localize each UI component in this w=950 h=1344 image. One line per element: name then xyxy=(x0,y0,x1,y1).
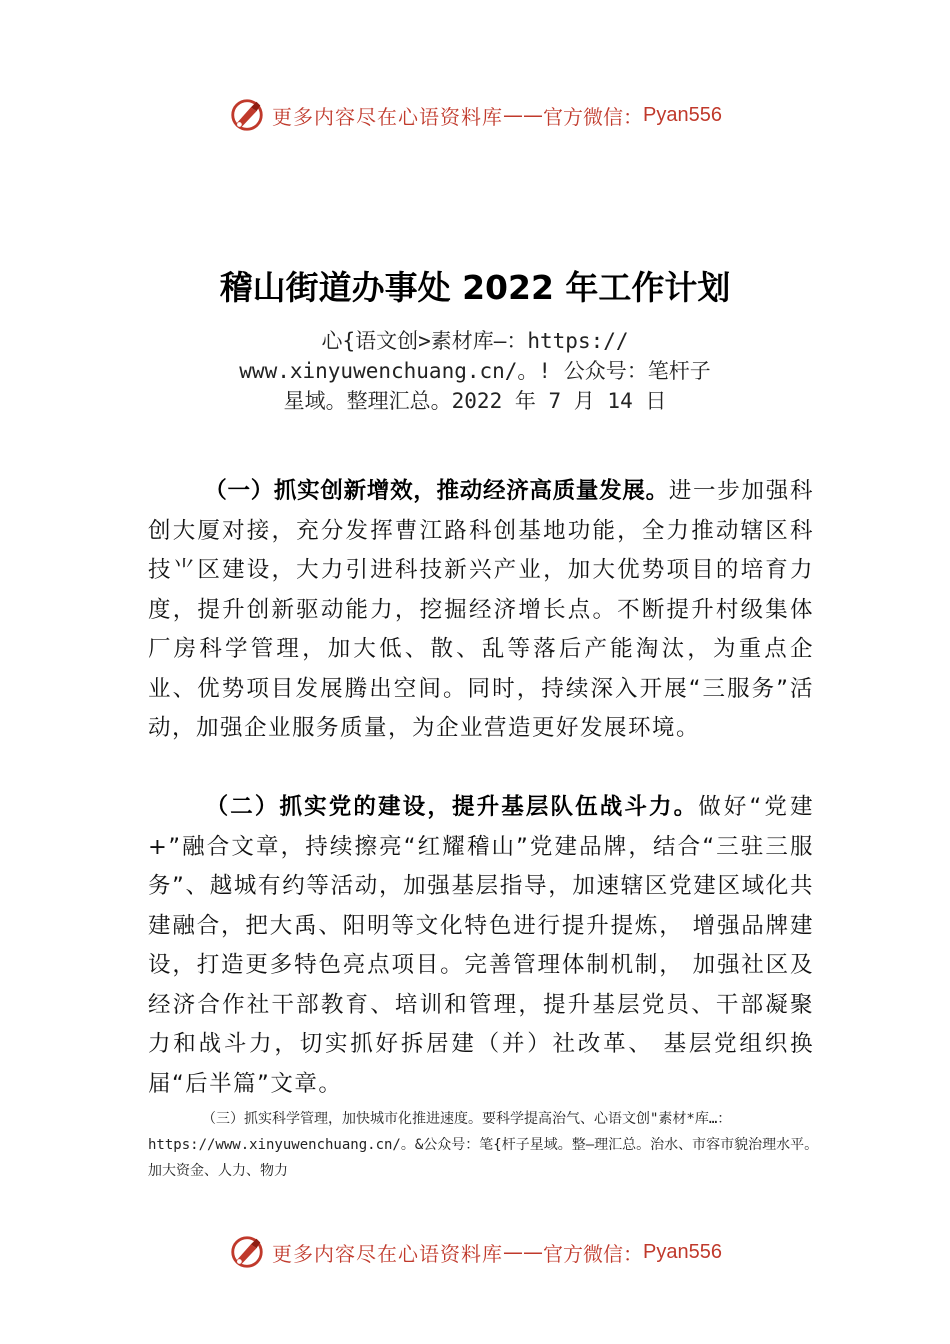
watermark-text: 更多内容尽在心语资料库 xyxy=(272,1241,503,1266)
small-paragraph-text: （三）抓实科学管理，加快城市化推进速度。要科学提高治气、心语文创"素材*库…：https://www.xinyuwenchuang.cn/。&公众号：笔{杆子星域。整—理汇总。治水、市容市貌治理水平。加大资金、人力、物力 xyxy=(148,1111,819,1179)
watermark-wechat-id: Pyan556 xyxy=(643,1240,722,1263)
source-line: www.xinyuwenchuang.cn/。! 公众号：笔杆子 xyxy=(239,359,711,383)
pen-nib-circle-icon xyxy=(228,1233,266,1271)
header-watermark xyxy=(228,95,722,135)
document-title: 稽山街道办事处 2022 年工作计划 xyxy=(219,268,731,307)
watermark-dash: —— xyxy=(503,103,543,127)
section-paragraph xyxy=(148,472,814,749)
watermark-wechat-label: 官方微信： xyxy=(543,104,643,129)
watermark-wechat-label: 官方微信： xyxy=(543,1241,643,1266)
section-heading: （二）抓实党的建设，提升基层队伍战斗力。 xyxy=(204,794,699,820)
section-body: 进一步加强科创大厦对接，充分发挥曹江路科创基地功能，全力推动辖区科技⺌区建设，大力引进科技新兴产业，加大优势项目的培育力度，提升创新驱动能力，挖掘经济增长点。不断提升村级集体厂房科学管理，加大低、散、乱等落后产能淘汰，为重点企业、优势项目发展腾出空间。同时，持续深入开展“三服务”活动，加强企业服务质量，为企业营造更好发展环境。 xyxy=(148,478,814,741)
source-line: 星域。整理汇总。2022 年 7 月 14 日 xyxy=(283,389,667,413)
section-heading: （一）抓实创新增效，推动经济高质量发展。 xyxy=(204,478,669,504)
watermark-text: 更多内容尽在心语资料库 xyxy=(272,104,503,129)
footer-watermark xyxy=(228,1232,722,1272)
watermark-wechat-id: Pyan556 xyxy=(643,103,722,126)
section-body: 做好“党建+”融合文章，持续擦亮“红耀稽山”党建品牌，结合“三驻三服务”、越城有约等活动，加强基层指导，加速辖区党建区域化共建融合，把大禹、阳明等文化特色进行提升提炼， 增强品牌建设，打造更多特色亮点项目。完善管理体制机制， 加强社区及经济合作社干部教育、培训和管理，提升基层党员、干部凝聚力和战斗力，切实抓好拆居建（并）社改革、 基层党组织换届“后半篇”文章。 xyxy=(148,794,814,1097)
section-paragraph-small xyxy=(148,1106,828,1184)
section-paragraph xyxy=(148,788,814,1104)
source-line: 心{语文创>素材库—：https:// xyxy=(321,329,629,353)
watermark-dash: —— xyxy=(503,1240,543,1264)
source-note xyxy=(0,326,950,416)
pen-nib-circle-icon xyxy=(228,96,266,134)
